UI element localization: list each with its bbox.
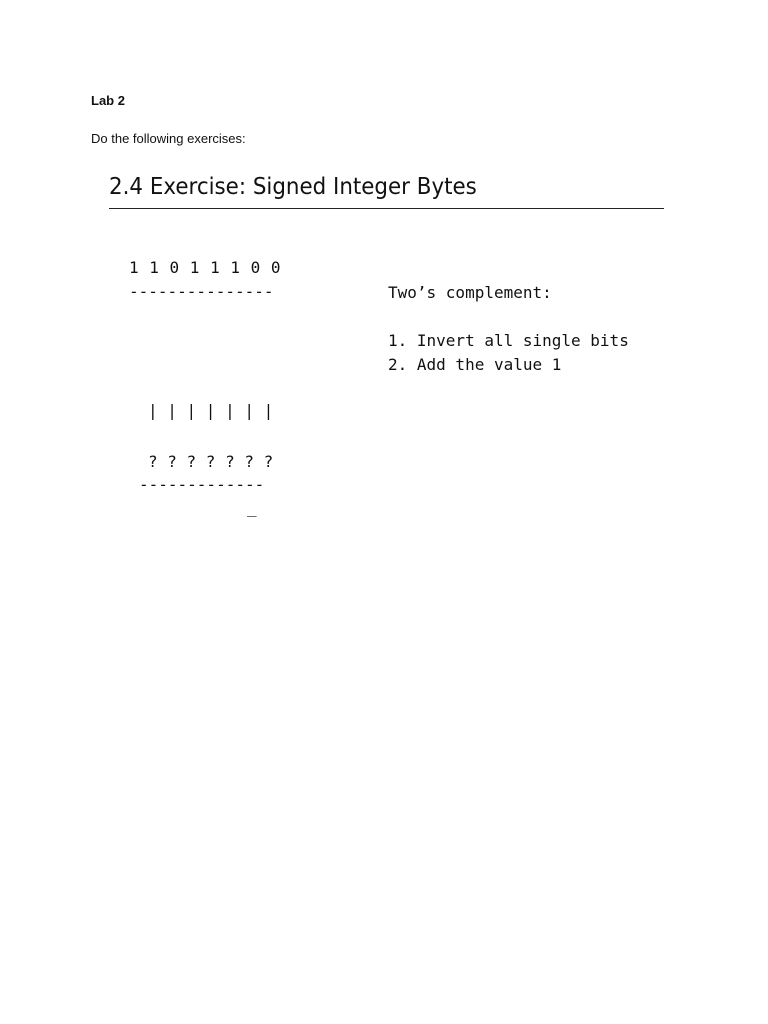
exercise-figure [100,168,670,528]
lab-title: Lab 2 [91,93,125,108]
answer-blank: _ [247,498,257,517]
step-invert: 1. Invert all single bits [388,331,629,350]
unknown-bits-row: ? ? ? ? ? ? ? [148,452,274,471]
instructions-text: Do the following exercises: [91,131,246,146]
twos-complement-label: Two’s complement: [388,283,552,302]
bits-row: 1 1 0 1 1 1 0 0 [129,258,281,277]
exercise-heading: 2.4 Exercise: Signed Integer Bytes [109,174,477,200]
separator-bottom: ------------- [139,475,265,494]
bars-row: | | | | | | | [148,401,274,420]
heading-rule [109,208,664,209]
step-add-one: 2. Add the value 1 [388,355,562,374]
separator-top: --------------- [129,282,274,301]
